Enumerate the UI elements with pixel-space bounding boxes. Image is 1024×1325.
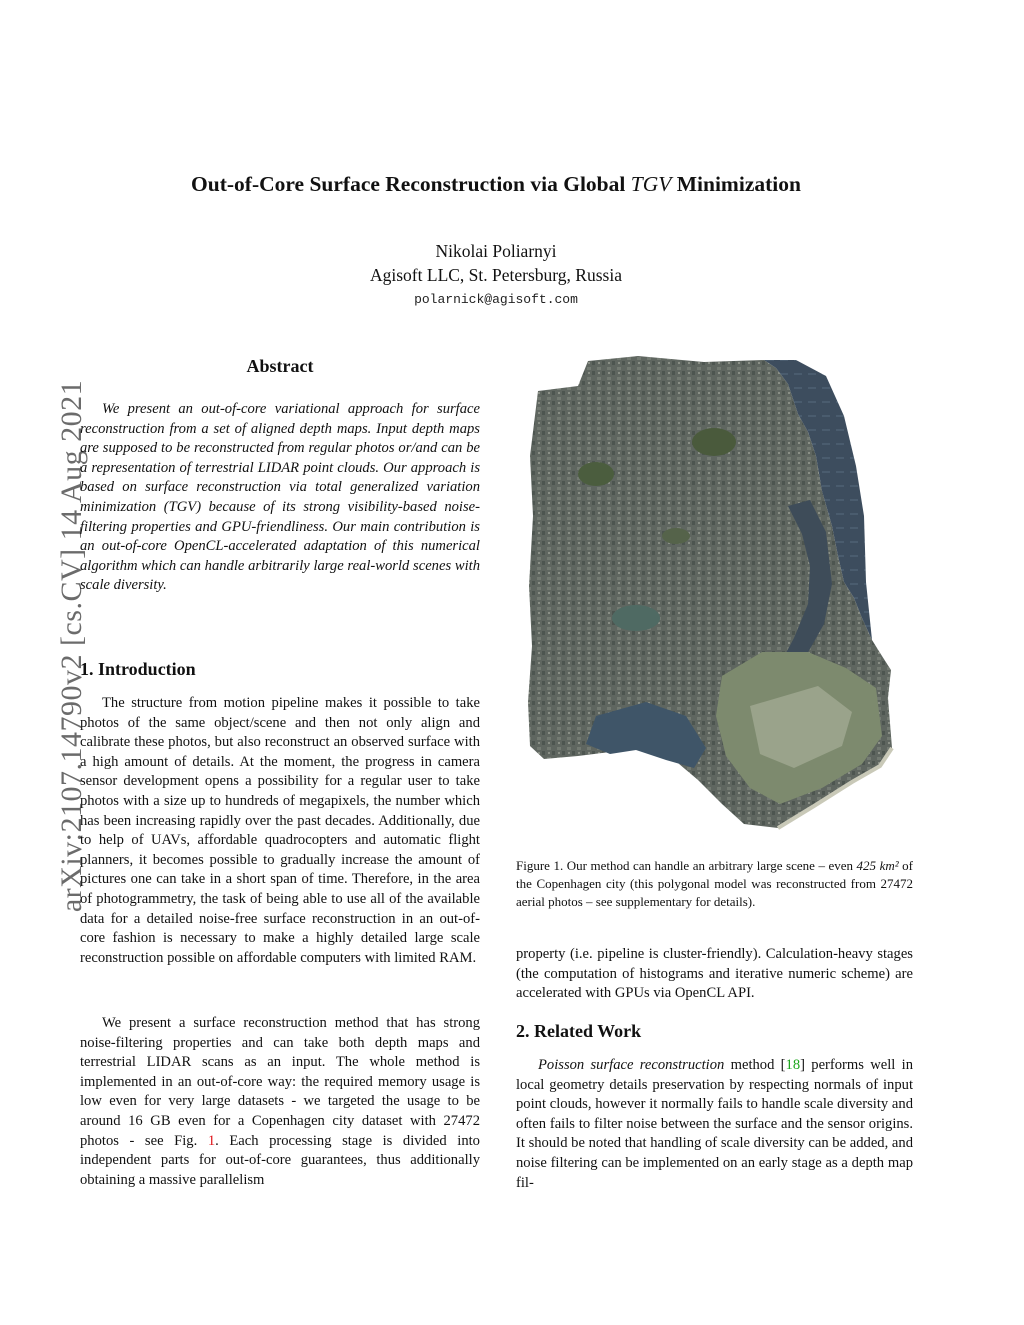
related-work-paragraph [516,1056,913,1193]
lake [612,605,660,631]
author-name: Nikolai Poliarnyi [435,241,557,261]
park [578,462,614,486]
intro-p2-text-b: . Each processing stage is divided into independent parts for out-of-core guarantees, thus additionally obtaining a massive parallelism [80,1132,480,1188]
poisson-term: Poisson surface reconstruction [538,1057,725,1073]
park [692,428,736,456]
author-email[interactable]: polarnick@agisoft.com [414,292,578,307]
figure-1-caption [516,857,913,911]
author-affiliation: Agisoft LLC, St. Petersburg, Russia [370,265,622,285]
abstract-heading: Abstract [246,356,314,376]
intro-paragraph-1 [80,694,480,968]
caption-math: 425 km² [856,858,899,873]
intro-p2-text-a: We present a surface reconstruction method that has strong noise-filtering properties and can take both depth maps and terrestrial LIDAR scans as an input. The whole method is implemented in an out-of-core way: the required memory usage is low even for very large datasets - we targeted the usage to be around 16 GB even for a Copenhagen city dataset with 27472 photos - see Fig. [80,1015,480,1149]
intro-heading: 1. Introduction [80,659,196,679]
caption-text-a: Figure 1. Our method can handle an arbitrary large scene – even [516,858,857,873]
title-math: TGV [630,172,672,196]
related-work-heading: 2. Related Work [516,1021,642,1041]
abstract-text-a: We present an out-of-core variational approach for surface reconstruction from a set of aligned depth maps. Input depth maps are supposed to be reconstructed from regular photos or/and can be a representation of terrestrial LIDAR point clouds. Our approach is based on surface reconstruction via total generalized variation minimization ( [80,401,480,515]
related-text: ] performs well in local geometry details preservation by respecting normals of input point clouds, however it normally fails to handle scale diversity and often fails to filter noise between the surface and the sensor origins. It should be noted that handling of scale diversity can be added, and noise filtering can be implemented on an early stage as a depth map fil- [516,1057,913,1191]
arxiv-stamp-text: arXiv:2107.14790v2 [cs.CV] 14 Aug 2021 [55,379,89,913]
title-after: Minimization [671,172,801,196]
abstract-text-b: ) because of its strong visibility-based noise-filtering properties and GPU-friendliness. Our main contribution is an out-of-core OpenCL-accelerated adaptation of this numerical algorithm which can handle arbitrarily large real-world scenes with scale diversity. [80,498,480,594]
intro-p1-text: The structure from motion pipeline makes it possible to take photos of the same object/scene and then not only align and calibrate these photos, but also reconstruct an observed surface with a high amount of details. At the moment, the progress in camera sensor development opens a possibility for a regular user to take photos with a size up to hundreds of megapixels, the number which has been increasing rapidly over the past decades. Additionally, due to help of UAVs, affordable quadrocopters and automatic flight planners, it becomes possible to gradually increase the amount of pictures one can take in a short span of time. Therefore, in the area of photogrammetry, the task of being able to use all of the available data for a detailed noise-free surface reconstruction in an out-of-core fashion is necessary to make a highly detailed large scale reconstruction possible on affordable computers with limited RAM. [80,695,480,966]
abstract-math: TGV [168,498,197,515]
title-before: Out-of-Core Surface Reconstruction via Global [191,172,631,196]
paper-title [80,172,912,197]
copenhagen-aerial-reconstruction-figure [526,356,896,831]
citation-18[interactable]: 18 [785,1057,801,1073]
caption-text-b: of the Copenhagen city (this polygonal model was reconstructed from 27472 aerial photos – see supplementary for details). [516,858,913,909]
abstract-text [80,400,480,596]
figure-1-reference[interactable]: 1 [207,1132,216,1149]
park [662,528,690,544]
intro-paragraph-2 [80,1014,480,1190]
related-mid: method [ [724,1057,786,1073]
intro-continued-paragraph: property (i.e. pipeline is cluster-friendly). Calculation-heavy stages (the computation of histograms and iterative numeric scheme) are accelerated with GPUs via OpenCL API. [516,946,913,1002]
